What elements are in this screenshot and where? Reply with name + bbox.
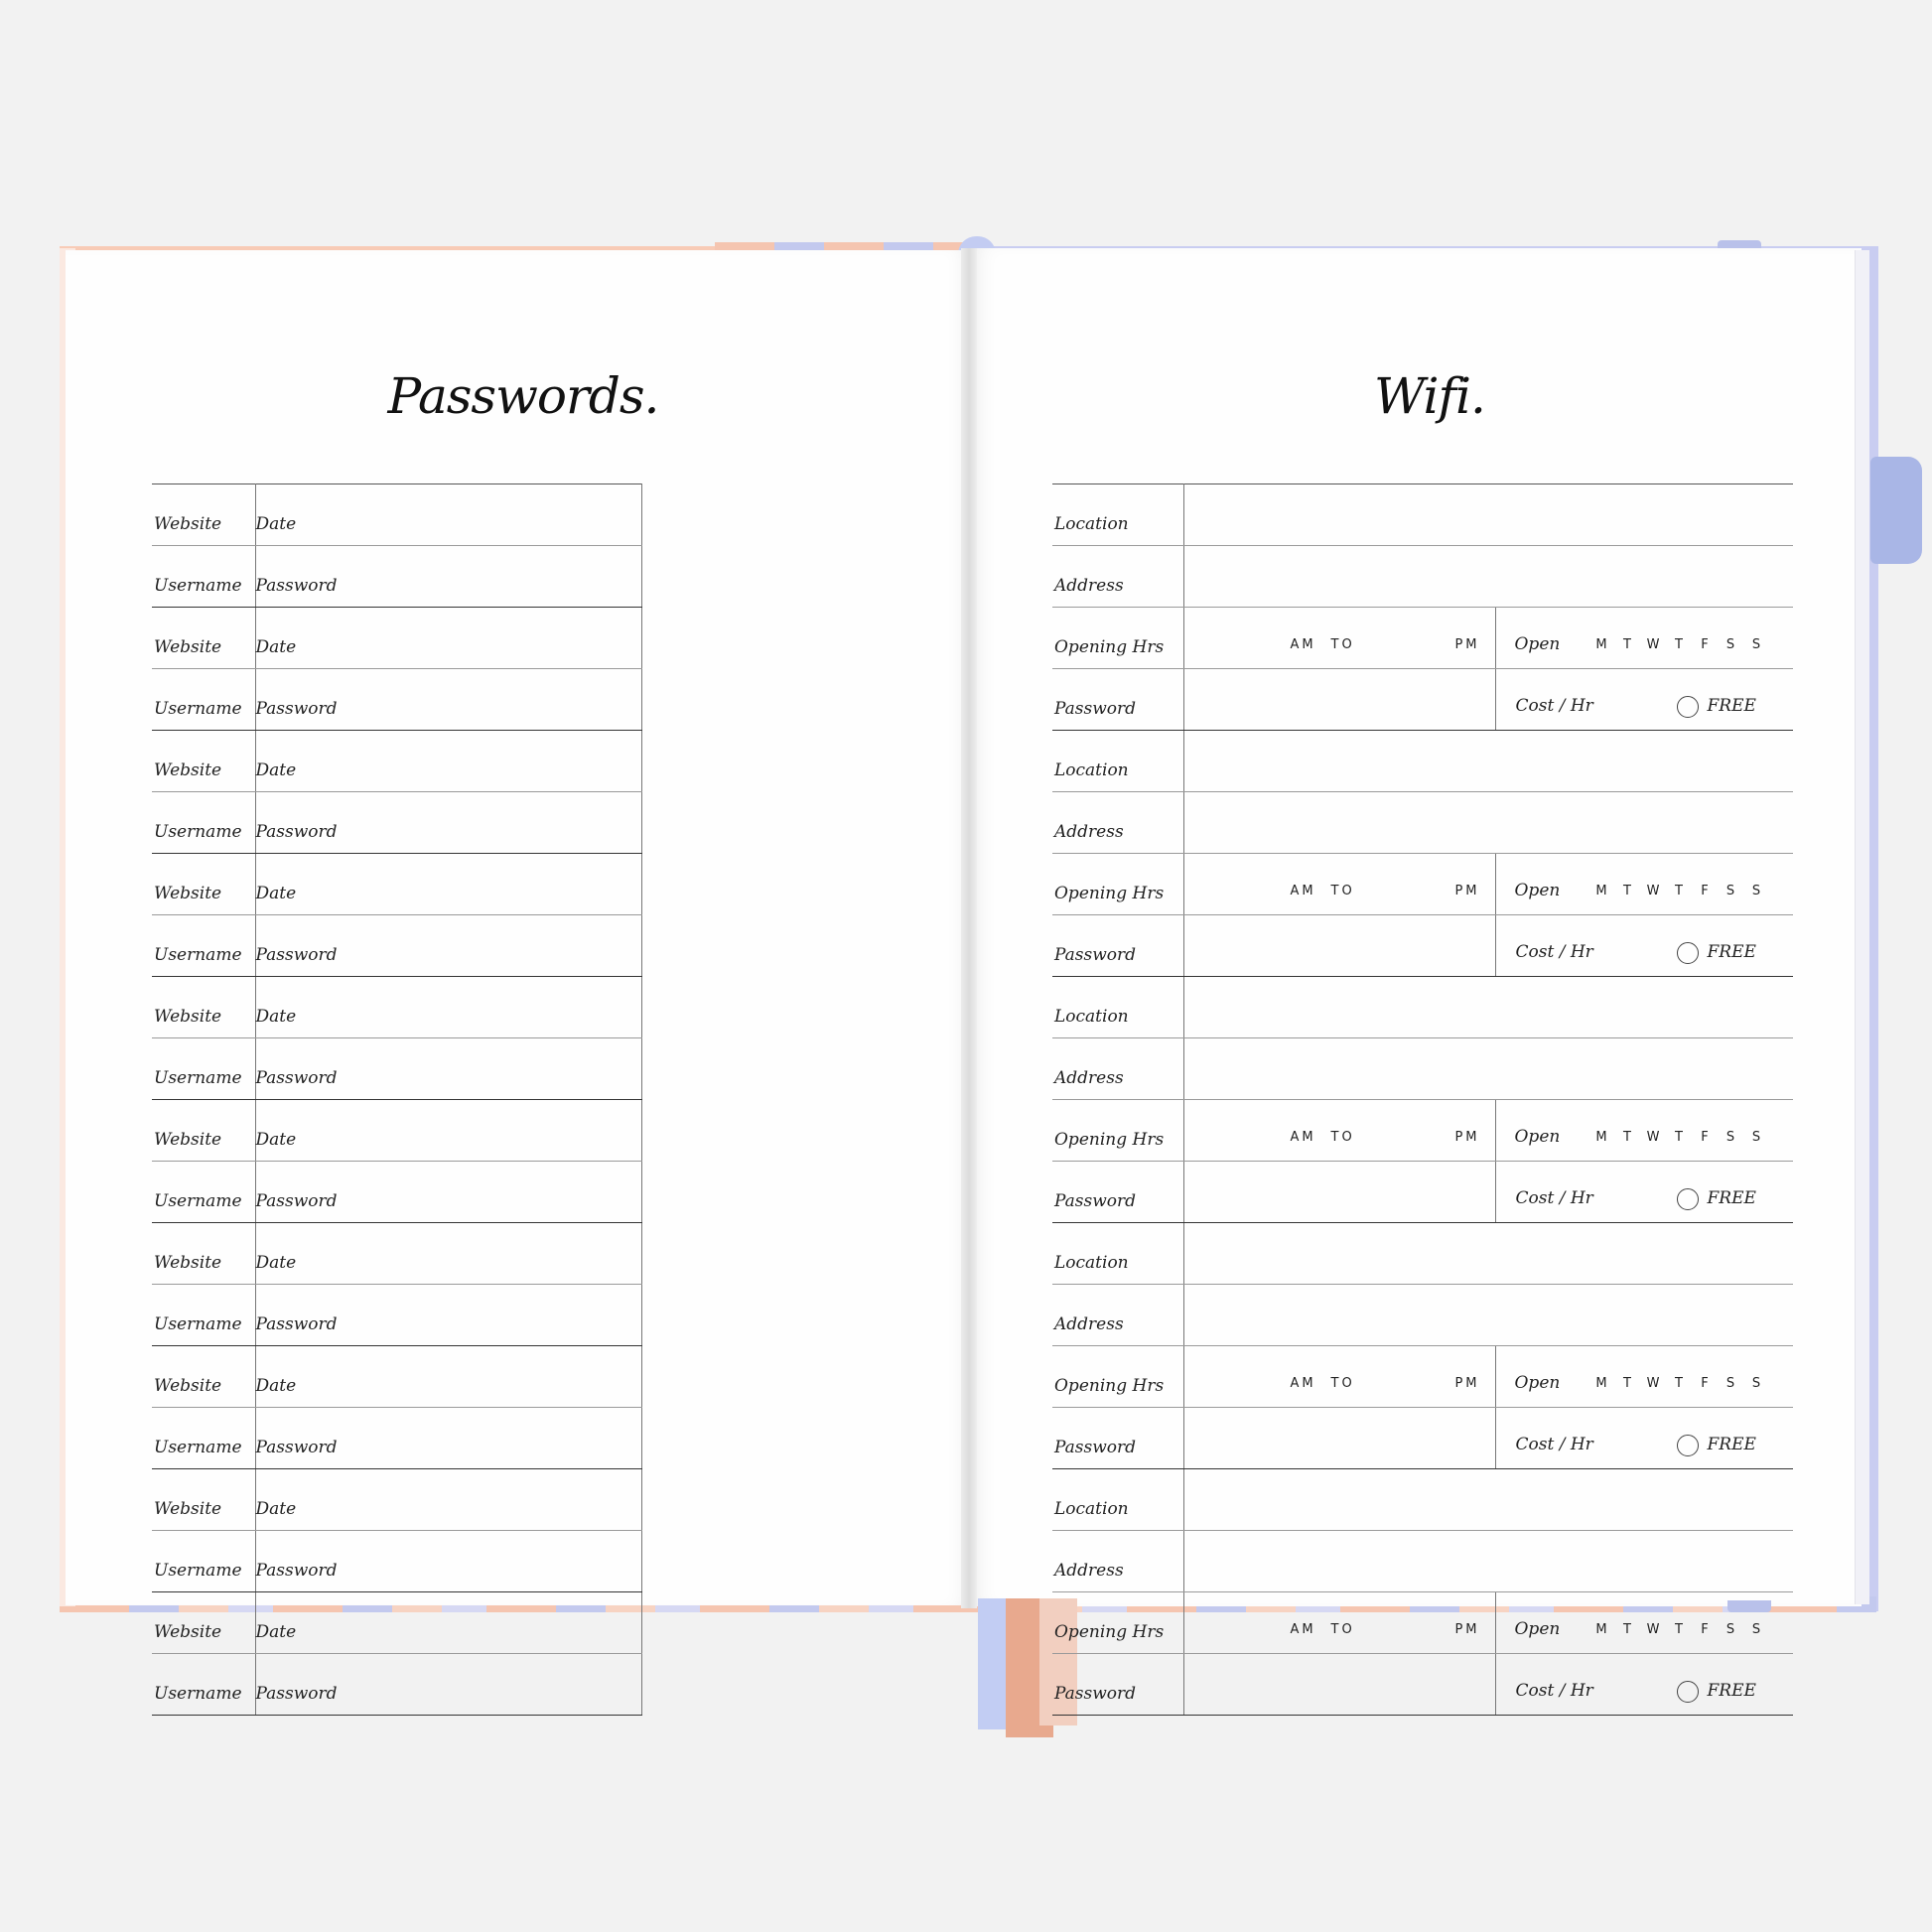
website-field[interactable] bbox=[255, 1346, 641, 1408]
wifi-password-label: Password bbox=[1052, 915, 1183, 977]
day-letter[interactable]: T bbox=[1675, 637, 1686, 652]
address-field[interactable] bbox=[1183, 1531, 1793, 1592]
wifi-password-label: Password bbox=[1052, 1162, 1183, 1223]
password-entry-website-row bbox=[152, 1223, 893, 1285]
website-field[interactable] bbox=[255, 854, 641, 915]
wifi-location-row bbox=[1052, 731, 1793, 792]
username-field[interactable] bbox=[255, 792, 641, 854]
free-checkbox[interactable] bbox=[1677, 942, 1699, 964]
side-index-tab[interactable] bbox=[1870, 457, 1922, 564]
website-field[interactable] bbox=[255, 484, 641, 546]
free-label: FREE bbox=[1707, 1435, 1756, 1454]
password-entry-username-row bbox=[152, 792, 893, 854]
location-field[interactable] bbox=[1183, 731, 1793, 792]
username-field[interactable] bbox=[255, 915, 641, 977]
day-letter[interactable]: F bbox=[1701, 1130, 1712, 1145]
free-checkbox[interactable] bbox=[1677, 696, 1699, 718]
username-label: Username bbox=[152, 1408, 255, 1469]
wifi-address-row bbox=[1052, 1285, 1793, 1346]
to-label: TO bbox=[1330, 637, 1355, 652]
password-entry-username-row bbox=[152, 1038, 893, 1100]
location-field[interactable] bbox=[1183, 1469, 1793, 1531]
password-entry-username-row bbox=[152, 1285, 893, 1346]
password-entry-website-row bbox=[152, 1346, 893, 1408]
opening-hours-field[interactable] bbox=[1183, 608, 1495, 669]
day-letter[interactable]: S bbox=[1725, 1376, 1738, 1391]
password-entry-website-row bbox=[152, 854, 893, 915]
username-field[interactable] bbox=[255, 1531, 641, 1592]
day-letter[interactable]: F bbox=[1701, 637, 1712, 652]
day-letter[interactable]: T bbox=[1675, 1130, 1686, 1145]
free-checkbox[interactable] bbox=[1677, 1681, 1699, 1703]
pm-label: PM bbox=[1454, 1622, 1480, 1637]
wifi-location-row bbox=[1052, 484, 1793, 546]
wifi-title: Wifi. bbox=[1374, 367, 1485, 425]
address-label: Address bbox=[1052, 546, 1183, 608]
pm-label: PM bbox=[1454, 884, 1480, 898]
wifi-address-row bbox=[1052, 1038, 1793, 1100]
password-entry-username-row bbox=[152, 915, 893, 977]
day-letter[interactable]: S bbox=[1751, 1622, 1764, 1637]
wifi-password-field[interactable] bbox=[1183, 915, 1495, 977]
location-field[interactable] bbox=[1183, 484, 1793, 546]
address-field[interactable] bbox=[1183, 792, 1793, 854]
to-label: TO bbox=[1330, 1622, 1355, 1637]
date-label: Date bbox=[255, 1007, 297, 1027]
right-page-edge bbox=[1855, 250, 1869, 1604]
username-label: Username bbox=[152, 669, 255, 731]
wifi-password-field[interactable] bbox=[1183, 1162, 1495, 1223]
opening-hours-field[interactable] bbox=[1183, 1592, 1495, 1654]
username-field[interactable] bbox=[255, 1162, 641, 1223]
username-field[interactable] bbox=[255, 1038, 641, 1100]
day-selector bbox=[1590, 1130, 1771, 1145]
day-selector bbox=[1590, 637, 1771, 652]
open-label: Open bbox=[1514, 881, 1561, 900]
open-days-field bbox=[1495, 1592, 1793, 1654]
wifi-password-field[interactable] bbox=[1183, 1408, 1495, 1469]
day-letter[interactable]: T bbox=[1623, 1622, 1634, 1637]
day-letter[interactable]: T bbox=[1623, 884, 1634, 898]
day-letter[interactable]: S bbox=[1751, 1130, 1764, 1145]
username-label: Username bbox=[152, 1654, 255, 1716]
website-field[interactable] bbox=[255, 608, 641, 669]
username-field[interactable] bbox=[255, 1285, 641, 1346]
pm-label: PM bbox=[1454, 1376, 1480, 1391]
day-letter[interactable]: S bbox=[1725, 884, 1738, 898]
password-entry-username-row bbox=[152, 1408, 893, 1469]
day-letter[interactable]: T bbox=[1623, 1130, 1634, 1145]
address-label: Address bbox=[1052, 792, 1183, 854]
cost-field[interactable] bbox=[1495, 1408, 1793, 1469]
address-field[interactable] bbox=[1183, 546, 1793, 608]
address-label: Address bbox=[1052, 1285, 1183, 1346]
day-letter[interactable]: M bbox=[1595, 637, 1610, 652]
website-label: Website bbox=[152, 608, 255, 669]
location-field[interactable] bbox=[1183, 977, 1793, 1038]
am-label: AM bbox=[1290, 1130, 1316, 1145]
day-letter[interactable]: F bbox=[1701, 1376, 1712, 1391]
wifi-password-field[interactable] bbox=[1183, 1654, 1495, 1716]
website-field[interactable] bbox=[255, 1223, 641, 1285]
day-letter[interactable]: M bbox=[1595, 1622, 1610, 1637]
website-label: Website bbox=[152, 977, 255, 1038]
date-label: Date bbox=[255, 1253, 297, 1273]
day-letter[interactable]: T bbox=[1675, 1376, 1686, 1391]
password-label: Password bbox=[255, 1438, 338, 1457]
opening-hrs-label: Opening Hrs bbox=[1052, 608, 1183, 669]
open-label: Open bbox=[1514, 1619, 1561, 1639]
wifi-address-row bbox=[1052, 792, 1793, 854]
day-letter[interactable]: W bbox=[1646, 637, 1663, 652]
free-label: FREE bbox=[1707, 1188, 1756, 1208]
wifi-password-row bbox=[1052, 1408, 1793, 1469]
website-field[interactable] bbox=[255, 731, 641, 792]
address-label: Address bbox=[1052, 1531, 1183, 1592]
address-label: Address bbox=[1052, 1038, 1183, 1100]
password-entry-website-row bbox=[152, 977, 893, 1038]
cost-label: Cost / Hr bbox=[1515, 942, 1593, 962]
address-field[interactable] bbox=[1183, 1038, 1793, 1100]
cost-label: Cost / Hr bbox=[1515, 1681, 1593, 1701]
date-label: Date bbox=[255, 514, 297, 534]
day-letter[interactable]: M bbox=[1595, 1130, 1610, 1145]
day-letter[interactable]: T bbox=[1623, 637, 1634, 652]
opening-hours-field[interactable] bbox=[1183, 1100, 1495, 1162]
am-label: AM bbox=[1290, 884, 1316, 898]
day-letter[interactable]: S bbox=[1725, 1130, 1738, 1145]
wifi-hours-row bbox=[1052, 1592, 1793, 1654]
password-entry-website-row bbox=[152, 1100, 893, 1162]
wifi-password-row bbox=[1052, 1162, 1793, 1223]
day-letter[interactable]: W bbox=[1646, 1376, 1663, 1391]
username-label: Username bbox=[152, 546, 255, 608]
password-entry-website-row bbox=[152, 1592, 893, 1654]
free-label: FREE bbox=[1707, 696, 1756, 716]
wifi-password-row bbox=[1052, 669, 1793, 731]
day-letter[interactable]: S bbox=[1751, 884, 1764, 898]
website-label: Website bbox=[152, 1469, 255, 1531]
opening-hrs-label: Opening Hrs bbox=[1052, 1592, 1183, 1654]
day-letter[interactable]: F bbox=[1701, 1622, 1712, 1637]
cost-field[interactable] bbox=[1495, 669, 1793, 731]
day-letter[interactable]: T bbox=[1675, 884, 1686, 898]
opening-hrs-label: Opening Hrs bbox=[1052, 1100, 1183, 1162]
day-letter[interactable]: T bbox=[1623, 1376, 1634, 1391]
wifi-hours-row bbox=[1052, 1346, 1793, 1408]
username-field[interactable] bbox=[255, 669, 641, 731]
location-label: Location bbox=[1052, 484, 1183, 546]
wifi-location-row bbox=[1052, 1223, 1793, 1285]
website-label: Website bbox=[152, 484, 255, 546]
password-label: Password bbox=[255, 1314, 338, 1334]
password-label: Password bbox=[255, 1684, 338, 1704]
free-label: FREE bbox=[1707, 942, 1756, 962]
location-label: Location bbox=[1052, 731, 1183, 792]
wifi-location-row bbox=[1052, 1469, 1793, 1531]
website-field[interactable] bbox=[255, 1469, 641, 1531]
book-gutter bbox=[961, 248, 977, 1608]
day-letter[interactable]: F bbox=[1701, 884, 1712, 898]
date-label: Date bbox=[255, 1499, 297, 1519]
open-label: Open bbox=[1514, 1127, 1561, 1147]
password-entry-website-row bbox=[152, 484, 893, 546]
to-label: TO bbox=[1330, 884, 1355, 898]
open-label: Open bbox=[1514, 634, 1561, 654]
wifi-address-row bbox=[1052, 546, 1793, 608]
cost-label: Cost / Hr bbox=[1515, 1435, 1593, 1454]
opening-hrs-label: Opening Hrs bbox=[1052, 1346, 1183, 1408]
wifi-password-row bbox=[1052, 1654, 1793, 1716]
day-letter[interactable]: W bbox=[1646, 1622, 1663, 1637]
password-label: Password bbox=[255, 1191, 338, 1211]
day-selector bbox=[1590, 884, 1771, 898]
wifi-password-field[interactable] bbox=[1183, 669, 1495, 731]
open-days-field bbox=[1495, 1346, 1793, 1408]
password-entry-website-row bbox=[152, 731, 893, 792]
password-entry-username-row bbox=[152, 546, 893, 608]
am-label: AM bbox=[1290, 1376, 1316, 1391]
username-label: Username bbox=[152, 1531, 255, 1592]
password-label: Password bbox=[255, 1561, 338, 1581]
open-label: Open bbox=[1514, 1373, 1561, 1393]
free-label: FREE bbox=[1707, 1681, 1756, 1701]
cost-field[interactable] bbox=[1495, 1654, 1793, 1716]
day-letter[interactable]: W bbox=[1646, 884, 1663, 898]
password-label: Password bbox=[255, 1068, 338, 1088]
wifi-hours-row bbox=[1052, 608, 1793, 669]
password-entry-username-row bbox=[152, 1531, 893, 1592]
free-checkbox[interactable] bbox=[1677, 1188, 1699, 1210]
website-label: Website bbox=[152, 1346, 255, 1408]
to-label: TO bbox=[1330, 1376, 1355, 1391]
opening-hours-field[interactable] bbox=[1183, 854, 1495, 915]
password-entry-website-row bbox=[152, 608, 893, 669]
username-field[interactable] bbox=[255, 1654, 641, 1716]
date-label: Date bbox=[255, 1130, 297, 1150]
wifi-password-label: Password bbox=[1052, 1654, 1183, 1716]
pm-label: PM bbox=[1454, 637, 1480, 652]
cost-field[interactable] bbox=[1495, 915, 1793, 977]
wifi-hours-row bbox=[1052, 854, 1793, 915]
password-label: Password bbox=[255, 822, 338, 842]
day-selector bbox=[1590, 1376, 1771, 1391]
day-letter[interactable]: S bbox=[1725, 1622, 1738, 1637]
day-letter[interactable]: M bbox=[1595, 1376, 1610, 1391]
pm-label: PM bbox=[1454, 1130, 1480, 1145]
passwords-table bbox=[152, 483, 893, 1716]
free-checkbox[interactable] bbox=[1677, 1435, 1699, 1456]
opening-hours-field[interactable] bbox=[1183, 1346, 1495, 1408]
website-label: Website bbox=[152, 854, 255, 915]
date-label: Date bbox=[255, 1376, 297, 1396]
location-field[interactable] bbox=[1183, 1223, 1793, 1285]
location-label: Location bbox=[1052, 977, 1183, 1038]
password-label: Password bbox=[255, 699, 338, 719]
username-label: Username bbox=[152, 1285, 255, 1346]
username-label: Username bbox=[152, 1162, 255, 1223]
wifi-table bbox=[1052, 483, 1793, 1716]
website-field[interactable] bbox=[255, 1592, 641, 1654]
day-letter[interactable]: S bbox=[1751, 1376, 1764, 1391]
username-label: Username bbox=[152, 1038, 255, 1100]
wifi-address-row bbox=[1052, 1531, 1793, 1592]
cost-label: Cost / Hr bbox=[1515, 1188, 1593, 1208]
website-field[interactable] bbox=[255, 1100, 641, 1162]
am-label: AM bbox=[1290, 1622, 1316, 1637]
cost-label: Cost / Hr bbox=[1515, 696, 1593, 716]
open-days-field bbox=[1495, 1100, 1793, 1162]
website-field[interactable] bbox=[255, 977, 641, 1038]
am-label: AM bbox=[1290, 637, 1316, 652]
day-letter[interactable]: S bbox=[1725, 637, 1738, 652]
day-letter[interactable]: M bbox=[1595, 884, 1610, 898]
wifi-password-label: Password bbox=[1052, 1408, 1183, 1469]
username-label: Username bbox=[152, 792, 255, 854]
date-label: Date bbox=[255, 637, 297, 657]
day-letter[interactable]: S bbox=[1751, 637, 1764, 652]
password-entry-username-row bbox=[152, 1162, 893, 1223]
wifi-hours-row bbox=[1052, 1100, 1793, 1162]
password-entry-username-row bbox=[152, 1654, 893, 1716]
wifi-password-label: Password bbox=[1052, 669, 1183, 731]
website-label: Website bbox=[152, 1592, 255, 1654]
location-label: Location bbox=[1052, 1469, 1183, 1531]
password-label: Password bbox=[255, 945, 338, 965]
date-label: Date bbox=[255, 760, 297, 780]
open-days-field bbox=[1495, 854, 1793, 915]
date-label: Date bbox=[255, 884, 297, 903]
day-letter[interactable]: T bbox=[1675, 1622, 1686, 1637]
password-label: Password bbox=[255, 576, 338, 596]
website-label: Website bbox=[152, 1100, 255, 1162]
username-field[interactable] bbox=[255, 546, 641, 608]
website-label: Website bbox=[152, 1223, 255, 1285]
website-label: Website bbox=[152, 731, 255, 792]
username-field[interactable] bbox=[255, 1408, 641, 1469]
day-selector bbox=[1590, 1622, 1771, 1637]
cost-field[interactable] bbox=[1495, 1162, 1793, 1223]
wifi-password-row bbox=[1052, 915, 1793, 977]
opening-hrs-label: Opening Hrs bbox=[1052, 854, 1183, 915]
open-days-field bbox=[1495, 608, 1793, 669]
wifi-location-row bbox=[1052, 977, 1793, 1038]
address-field[interactable] bbox=[1183, 1285, 1793, 1346]
username-label: Username bbox=[152, 915, 255, 977]
passwords-title: Passwords. bbox=[387, 367, 659, 425]
password-entry-username-row bbox=[152, 669, 893, 731]
day-letter[interactable]: W bbox=[1646, 1130, 1663, 1145]
to-label: TO bbox=[1330, 1130, 1355, 1145]
location-label: Location bbox=[1052, 1223, 1183, 1285]
password-entry-website-row bbox=[152, 1469, 893, 1531]
date-label: Date bbox=[255, 1622, 297, 1642]
